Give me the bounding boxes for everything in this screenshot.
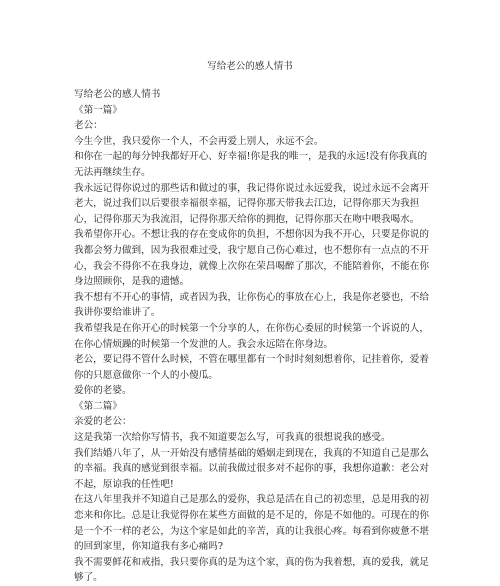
paragraph: 今生今世，我只爱你一个人，不会再爱上别人，永远不会。 [74,135,324,147]
section-heading-2: 《第二篇》 [74,400,122,412]
paragraph: 在这八年里我并不知道自己是那么的爱你，我总是活在自己的初恋里，总是用我的初恋来和你比。总是让我觉得你在某些方面做的是不足的，你是不如他的。可现在的你是一个不一样的老公，为这个家是如此的辛苦，真的让我很心疼。每看到你疲惫不堪的回到家里，你知道我有多心痛吗? [74,494,429,553]
page-title: 写给老公的感人情书 [207,61,293,72]
document-body [74,87,436,586]
paragraph: 这是我第一次给你写情书，我不知道要怎么写，可我真的很想说我的感受。 [74,432,391,444]
paragraph: 我不需要鲜花和戒指，我只要你真的是为这个家，真的伤为我着想，真的爱我，就足够了。 [74,556,429,584]
paragraph: 和你在一起的每分钟我都好开心、好幸福!你是我的唯一，是我的永远!没有你我真的无法再继续生存。 [74,151,428,178]
paragraph: 我希望你开心。不想让我的存在变成你的负担，不想你因为我不开心，只要是你说的我都会努力做到，因为我很难过受，我宁愿自己伤心难过，也不想你有一点点的不开心，我会不得你不在我身边，就像上次你在荣昌喝醉了那次，不能陪着你，不能在你身边照顾你，是我的遗憾。 [74,229,429,288]
signature-1: 爱你的老婆。 [74,385,132,397]
paragraph: 我永远记得你说过的那些话和做过的事，我记得你说过永远爱我，说过永远不会离开老大，说过我们以后要很幸福很幸福，记得你那天带我去江边，记得你那天为我担心，记得你那天为我流泪，记得你那天给你的拥抱，记得你那天在吻中喂我喝水。 [74,182,429,225]
body-heading: 写给老公的感人情书 [74,89,161,100]
paragraph: 我希望我是在你开心的时候第一个分享的人，在你伤心委屈的时候第一个诉说的人，在你心情烦躁的时候第一个发泄的人。我会永远陪在你身边。 [74,322,429,350]
salutation-1: 老公： [74,120,103,132]
paragraph: 我不想有不开心的事情，或者因为我，让你伤心的事放在心上，我是你老婆也，不给我讲你要给谁讲了。 [74,291,429,319]
paragraph: 我们结婚八年了，从一开始没有感情基础的婚姻走到现在，我真的不知道自己是那么的幸福。我真的感觉到很幸福。以前我做过很多对不起你的事，我想你道歉：老公对不起，原谅我的任性吧! [74,447,429,490]
section-heading-1: 《第一篇》 [74,104,122,116]
paragraph: 老公，要记得不管什么时候，不管在哪里都有一个时时刻刻想着你，记挂着你，爱着你的只愿意做你一个人的小傻瓜。 [74,354,429,381]
salutation-2: 亲爱的老公： [74,416,132,428]
